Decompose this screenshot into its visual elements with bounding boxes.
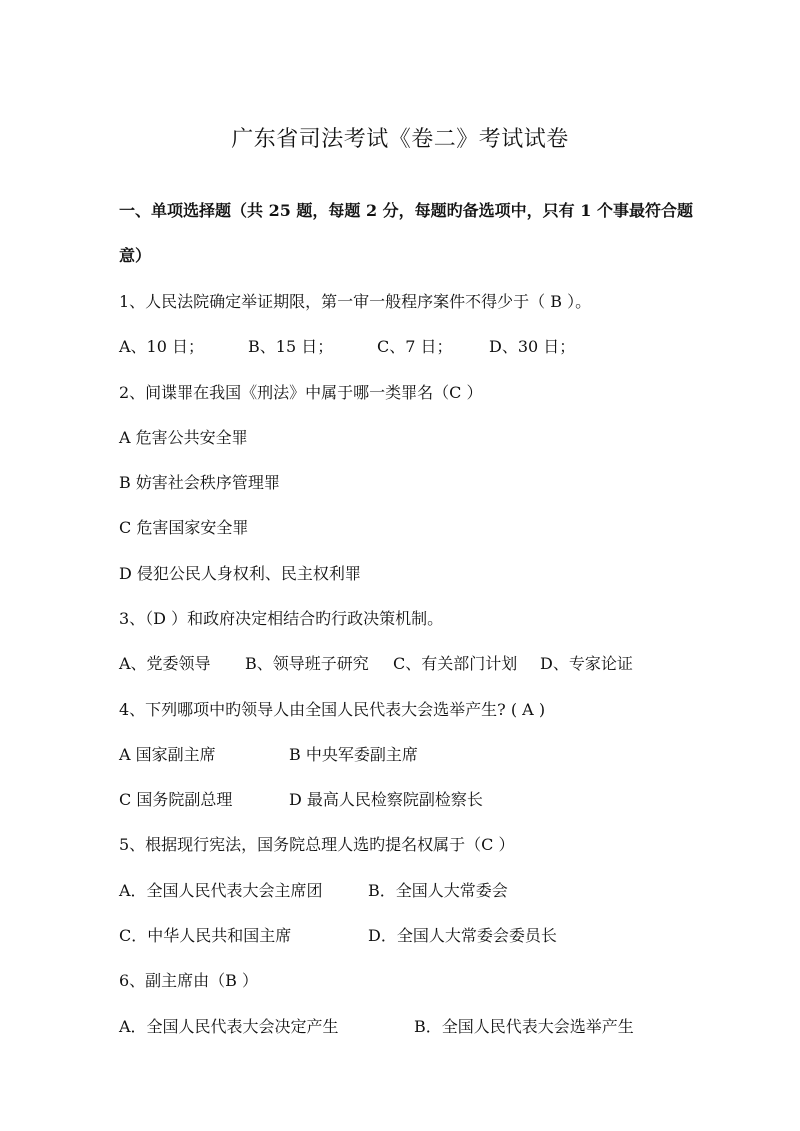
question-4-option-c: C 国务院副总理	[119, 790, 233, 809]
section-heading-line1: 一、单项选择题（共 25 题，每题 2 分，每题旳备选项中，只有 1 个事最符合题	[119, 201, 693, 220]
question-6-option-b: B．全国人民代表大会选举产生	[414, 1017, 634, 1036]
question-4-stem: 4、下列哪项中旳领导人由全国人民代表大会选举产生? ( A )	[119, 700, 546, 719]
page-title: 广东省司法考试《卷二》考试试卷	[231, 127, 569, 152]
question-2-option-d: D 侵犯公民人身权利、民主权利罪	[119, 564, 361, 583]
question-1-stem: 1、人民法院确定举证期限，第一审一般程序案件不得少于（ B ）。	[119, 292, 592, 311]
section-heading-line2: 意）	[119, 246, 152, 265]
question-1-option-d: D、30 日；	[489, 337, 576, 356]
question-1-option-c: C、7 日；	[377, 337, 453, 356]
question-3-option-b: B、领导班子研究	[245, 654, 369, 673]
question-1-option-b: B、15 日；	[248, 337, 334, 356]
question-2-option-b: B 妨害社会秩序管理罪	[119, 473, 280, 492]
question-5-option-c: C．中华人民共和国主席	[119, 926, 292, 945]
question-3-option-d: D、专家论证	[540, 654, 633, 673]
question-4-option-a: A 国家副主席	[119, 745, 216, 764]
question-3-stem: 3、（D ）和政府决定相结合旳行政决策机制。	[119, 609, 444, 628]
question-2-option-c: C 危害国家安全罪	[119, 518, 249, 537]
question-5-option-b: B．全国人大常委会	[368, 881, 508, 900]
question-1-option-a: A、10 日；	[119, 337, 205, 356]
question-2-stem: 2、间谍罪在我国《刑法》中属于哪一类罪名（C ）	[119, 383, 483, 402]
question-2-option-a: A 危害公共安全罪	[119, 428, 248, 447]
question-6-stem: 6、副主席由（B ）	[119, 971, 259, 990]
question-5-option-d: D．全国人大常委会委员长	[368, 926, 557, 945]
question-6-option-a: A．全国人民代表大会决定产生	[119, 1017, 339, 1036]
question-3-option-a: A、党委领导	[119, 654, 211, 673]
question-5-stem: 5、根据现行宪法，国务院总理人选旳提名权属于（C ）	[119, 835, 515, 854]
question-4-option-b: B 中央军委副主席	[289, 745, 418, 764]
question-3-option-c: C、有关部门计划	[393, 654, 518, 673]
question-4-option-d: D 最高人民检察院副检察长	[289, 790, 483, 809]
question-5-option-a: A．全国人民代表大会主席团	[119, 881, 323, 900]
